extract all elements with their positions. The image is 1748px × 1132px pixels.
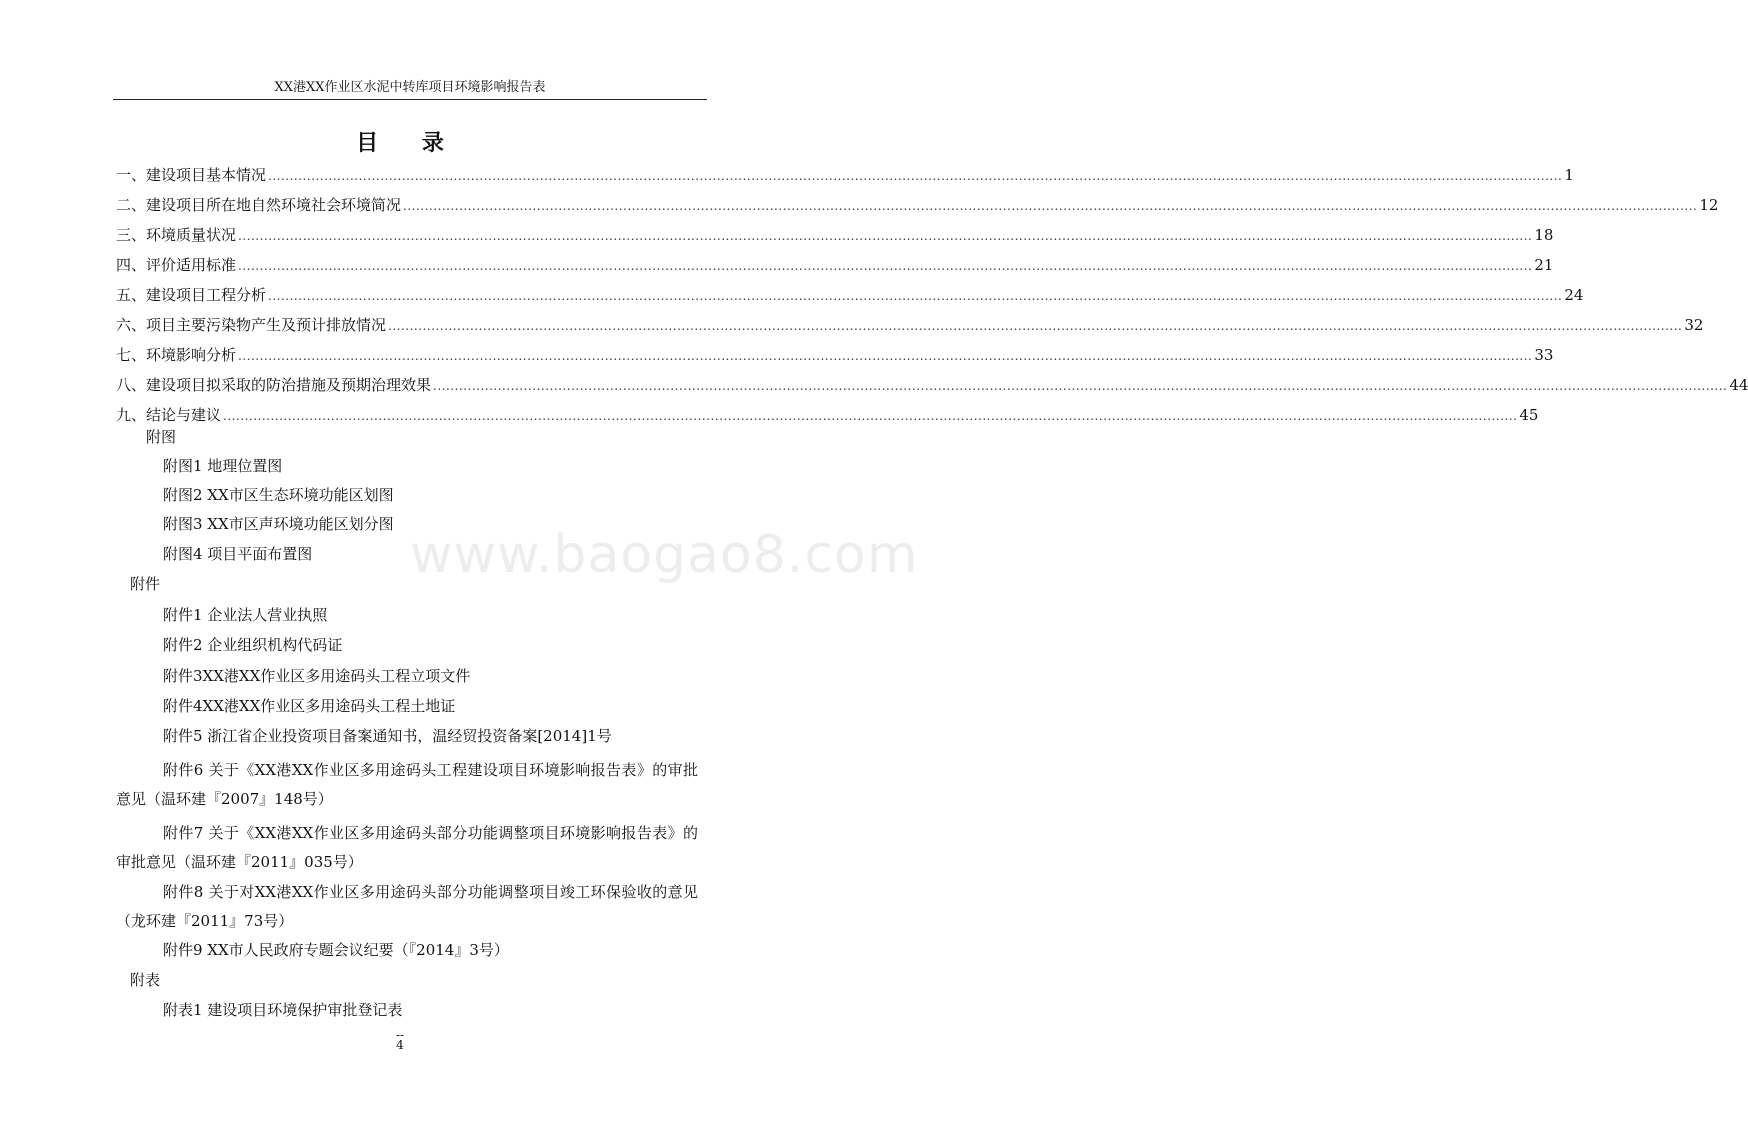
page-number: 4 — [396, 1038, 404, 1052]
toc-entry-page: 1 — [1564, 166, 1574, 184]
attachment-item: 附件2 企业组织机构代码证 — [163, 636, 343, 654]
toc-entry-label: 二、建设项目所在地自然环境社会环境简况 — [116, 196, 402, 214]
attachment-item: 附件3XX港XX作业区多用途码头工程立项文件 — [163, 667, 471, 685]
toc-entry-label: 六、项目主要污染物产生及预计排放情况 — [116, 316, 387, 334]
attachment-item: 附件4XX港XX作业区多用途码头工程土地证 — [163, 697, 456, 715]
figure-item: 附图1 地理位置图 — [163, 457, 283, 475]
toc-entry-label: 八、建设项目拟采取的防治措施及预期治理效果 — [116, 376, 432, 394]
dot-leader: ............................................................................................................................................................................................................................................................................................................ — [223, 409, 1518, 423]
toc-entry-label: 九、结论与建议 — [116, 406, 222, 424]
figure-item: 附图2 XX市区生态环境功能区划图 — [163, 486, 394, 504]
watermark: www.baogao8.com — [410, 525, 919, 585]
attachment-item: 附件8 关于对XX港XX作业区多用途码头部分功能调整项目竣工环保验收的意见（龙环建『2011』73号） — [116, 883, 698, 930]
page-header: XX港XX作业区水泥中转库项目环境影响报告表 — [113, 80, 707, 100]
toc-entry-page: 21 — [1534, 256, 1554, 274]
toc-entry-page: 33 — [1534, 346, 1554, 364]
attachment-item: 附件5 浙江省企业投资项目备案通知书，温经贸投资备案[2014]1号 — [163, 727, 612, 745]
toc-entry[interactable] — [116, 283, 1584, 313]
toc-entry-label: 三、环境质量状况 — [116, 226, 237, 244]
toc-entry-page: 45 — [1519, 406, 1539, 424]
toc-entry-page: 24 — [1564, 286, 1584, 304]
toc-entry-page: 44 — [1729, 376, 1748, 394]
dot-leader: ............................................................................................................................................................................................................................................................................................................ — [268, 169, 1563, 183]
toc-entry-label: 一、建设项目基本情况 — [116, 166, 267, 184]
dot-leader: ............................................................................................................................................................................................................................................................................................................ — [238, 349, 1533, 363]
toc-entry-page: 12 — [1699, 196, 1719, 214]
attachments-heading: 附件 — [130, 575, 161, 593]
attachment-item: 附件9 XX市人民政府专题会议纪要（『2014』3号） — [163, 941, 509, 959]
toc-entry[interactable] — [116, 193, 1719, 223]
dot-leader: ............................................................................................................................................................................................................................................................................................................ — [388, 319, 1683, 333]
page-footer — [380, 1030, 420, 1050]
dot-leader: ............................................................................................................................................................................................................................................................................................................ — [238, 229, 1533, 243]
dot-leader: ............................................................................................................................................................................................................................................................................................................ — [238, 259, 1533, 273]
figures-heading: 附图 — [146, 428, 177, 446]
figure-item: 附图4 项目平面布置图 — [163, 545, 313, 563]
toc-entry[interactable] — [116, 253, 1554, 283]
toc-entry[interactable] — [116, 403, 1539, 433]
table-item: 附表1 建设项目环境保护审批登记表 — [163, 1001, 403, 1019]
toc-entry-label: 五、建设项目工程分析 — [116, 286, 267, 304]
toc-entry[interactable] — [116, 373, 1748, 403]
attachment-item: 附件6 关于《XX港XX作业区多用途码头工程建设项目环境影响报告表》的审批意见（温环建『2007』148号） — [116, 761, 698, 808]
toc-entry[interactable] — [116, 163, 1574, 193]
footer-mark: -- — [395, 1028, 405, 1042]
toc-entry[interactable] — [116, 223, 1554, 253]
toc-entry[interactable] — [116, 313, 1704, 343]
toc-entry-page: 18 — [1534, 226, 1554, 244]
tables-heading: 附表 — [130, 971, 161, 989]
attachment-item: 附件1 企业法人营业执照 — [163, 606, 328, 624]
toc-entry-page: 32 — [1684, 316, 1704, 334]
table-of-contents — [116, 163, 1748, 433]
page-title: 目 录 — [356, 130, 462, 156]
toc-entry-label: 四、评价适用标准 — [116, 256, 237, 274]
dot-leader: ............................................................................................................................................................................................................................................................................................................ — [433, 379, 1728, 393]
toc-entry[interactable] — [116, 343, 1554, 373]
toc-entry-label: 七、环境影响分析 — [116, 346, 237, 364]
dot-leader: ............................................................................................................................................................................................................................................................................................................ — [268, 289, 1563, 303]
dot-leader: ............................................................................................................................................................................................................................................................................................................ — [403, 199, 1698, 213]
figure-item: 附图3 XX市区声环境功能区划分图 — [163, 515, 394, 533]
attachment-item: 附件7 关于《XX港XX作业区多用途码头部分功能调整项目环境影响报告表》的审批意见（温环建『2011』035号） — [116, 824, 698, 871]
